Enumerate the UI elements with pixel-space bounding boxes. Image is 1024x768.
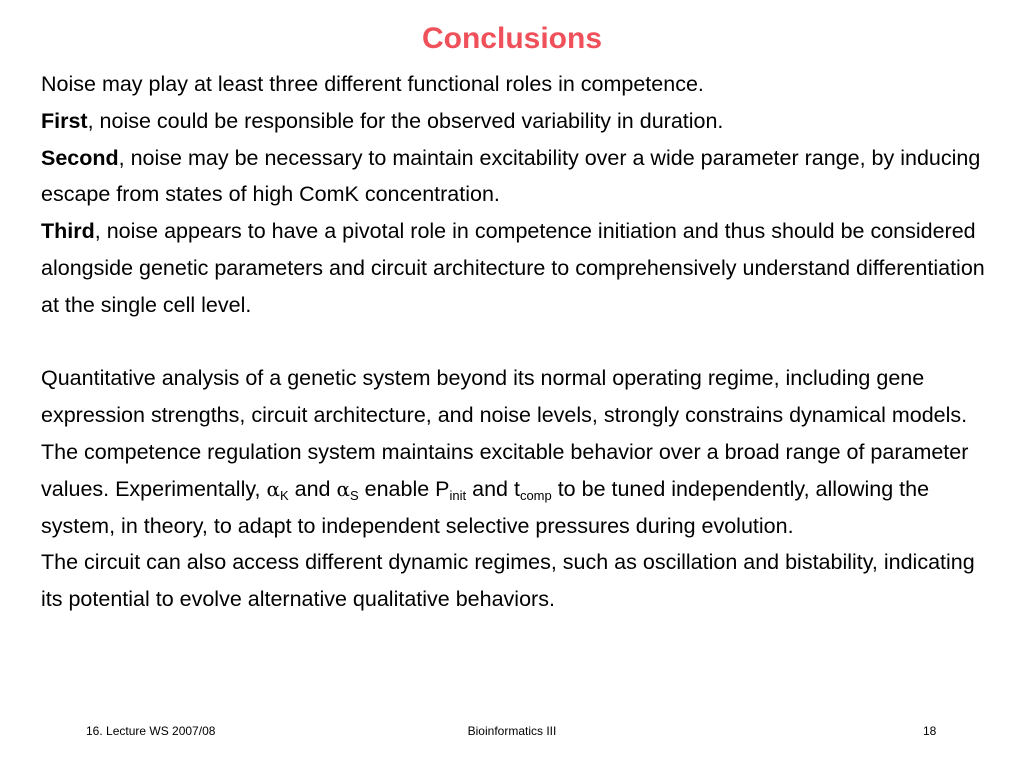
second-label: Second — [41, 145, 119, 170]
comp-subscript: comp — [519, 487, 552, 503]
paragraph-third — [41, 213, 991, 323]
paragraph-gap — [41, 324, 991, 361]
p6-text-3: enable P — [358, 476, 450, 501]
paragraph-quantitative: Quantitative analysis of a genetic system beyond its normal operating regime, including gene expression strengths, circuit architecture, and noise levels, strongly constrains dynamical models. — [41, 366, 968, 428]
third-label: Third — [41, 219, 95, 244]
k-subscript: K — [279, 487, 289, 503]
paragraph-second — [41, 140, 991, 214]
paragraph-first — [41, 103, 991, 140]
paragraph-competence-regulation — [41, 434, 991, 544]
slide-body — [41, 66, 991, 618]
first-text: , noise could be responsible for the observed variability in duration. — [87, 108, 724, 133]
p6-text-4: and t — [466, 476, 520, 501]
paragraph-circuit: The circuit can also access different dynamic regimes, such as oscillation and bistability, indicating its potential to evolve alternative qualitative behaviors. — [41, 550, 975, 612]
p6-text-5: to be tuned independently, allowing the system, in theory, to adapt to independent selective pressures during evolution. — [41, 476, 930, 538]
footer-lecture: 16. Lecture WS 2007/08 — [86, 724, 216, 738]
footer-page-number: 18 — [923, 724, 937, 738]
slide-title: Conclusions — [421, 22, 602, 55]
alpha-s-symbol: α — [336, 476, 350, 501]
p6-text-1: The competence regulation system maintains excitable behavior over a broad range of parameter values. Experimentally, — [41, 439, 969, 501]
second-text: , noise may be necessary to maintain excitability over a wide parameter range, by inducing escape from states of high ComK concentration. — [41, 145, 981, 207]
third-text: , noise appears to have a pivotal role in competence initiation and thus should be considered alongside genetic parameters and circuit architecture to comprehensively understand differentiation at the single cell level. — [41, 219, 985, 317]
paragraph-intro: Noise may play at least three different functional roles in competence. — [41, 72, 704, 96]
first-label: First — [41, 108, 88, 133]
s-subscript: S — [349, 487, 359, 503]
alpha-k-symbol: α — [266, 476, 280, 501]
p6-text-2: and — [288, 476, 337, 501]
init-subscript: init — [449, 487, 467, 503]
footer-course: Bioinformatics III — [467, 724, 557, 738]
